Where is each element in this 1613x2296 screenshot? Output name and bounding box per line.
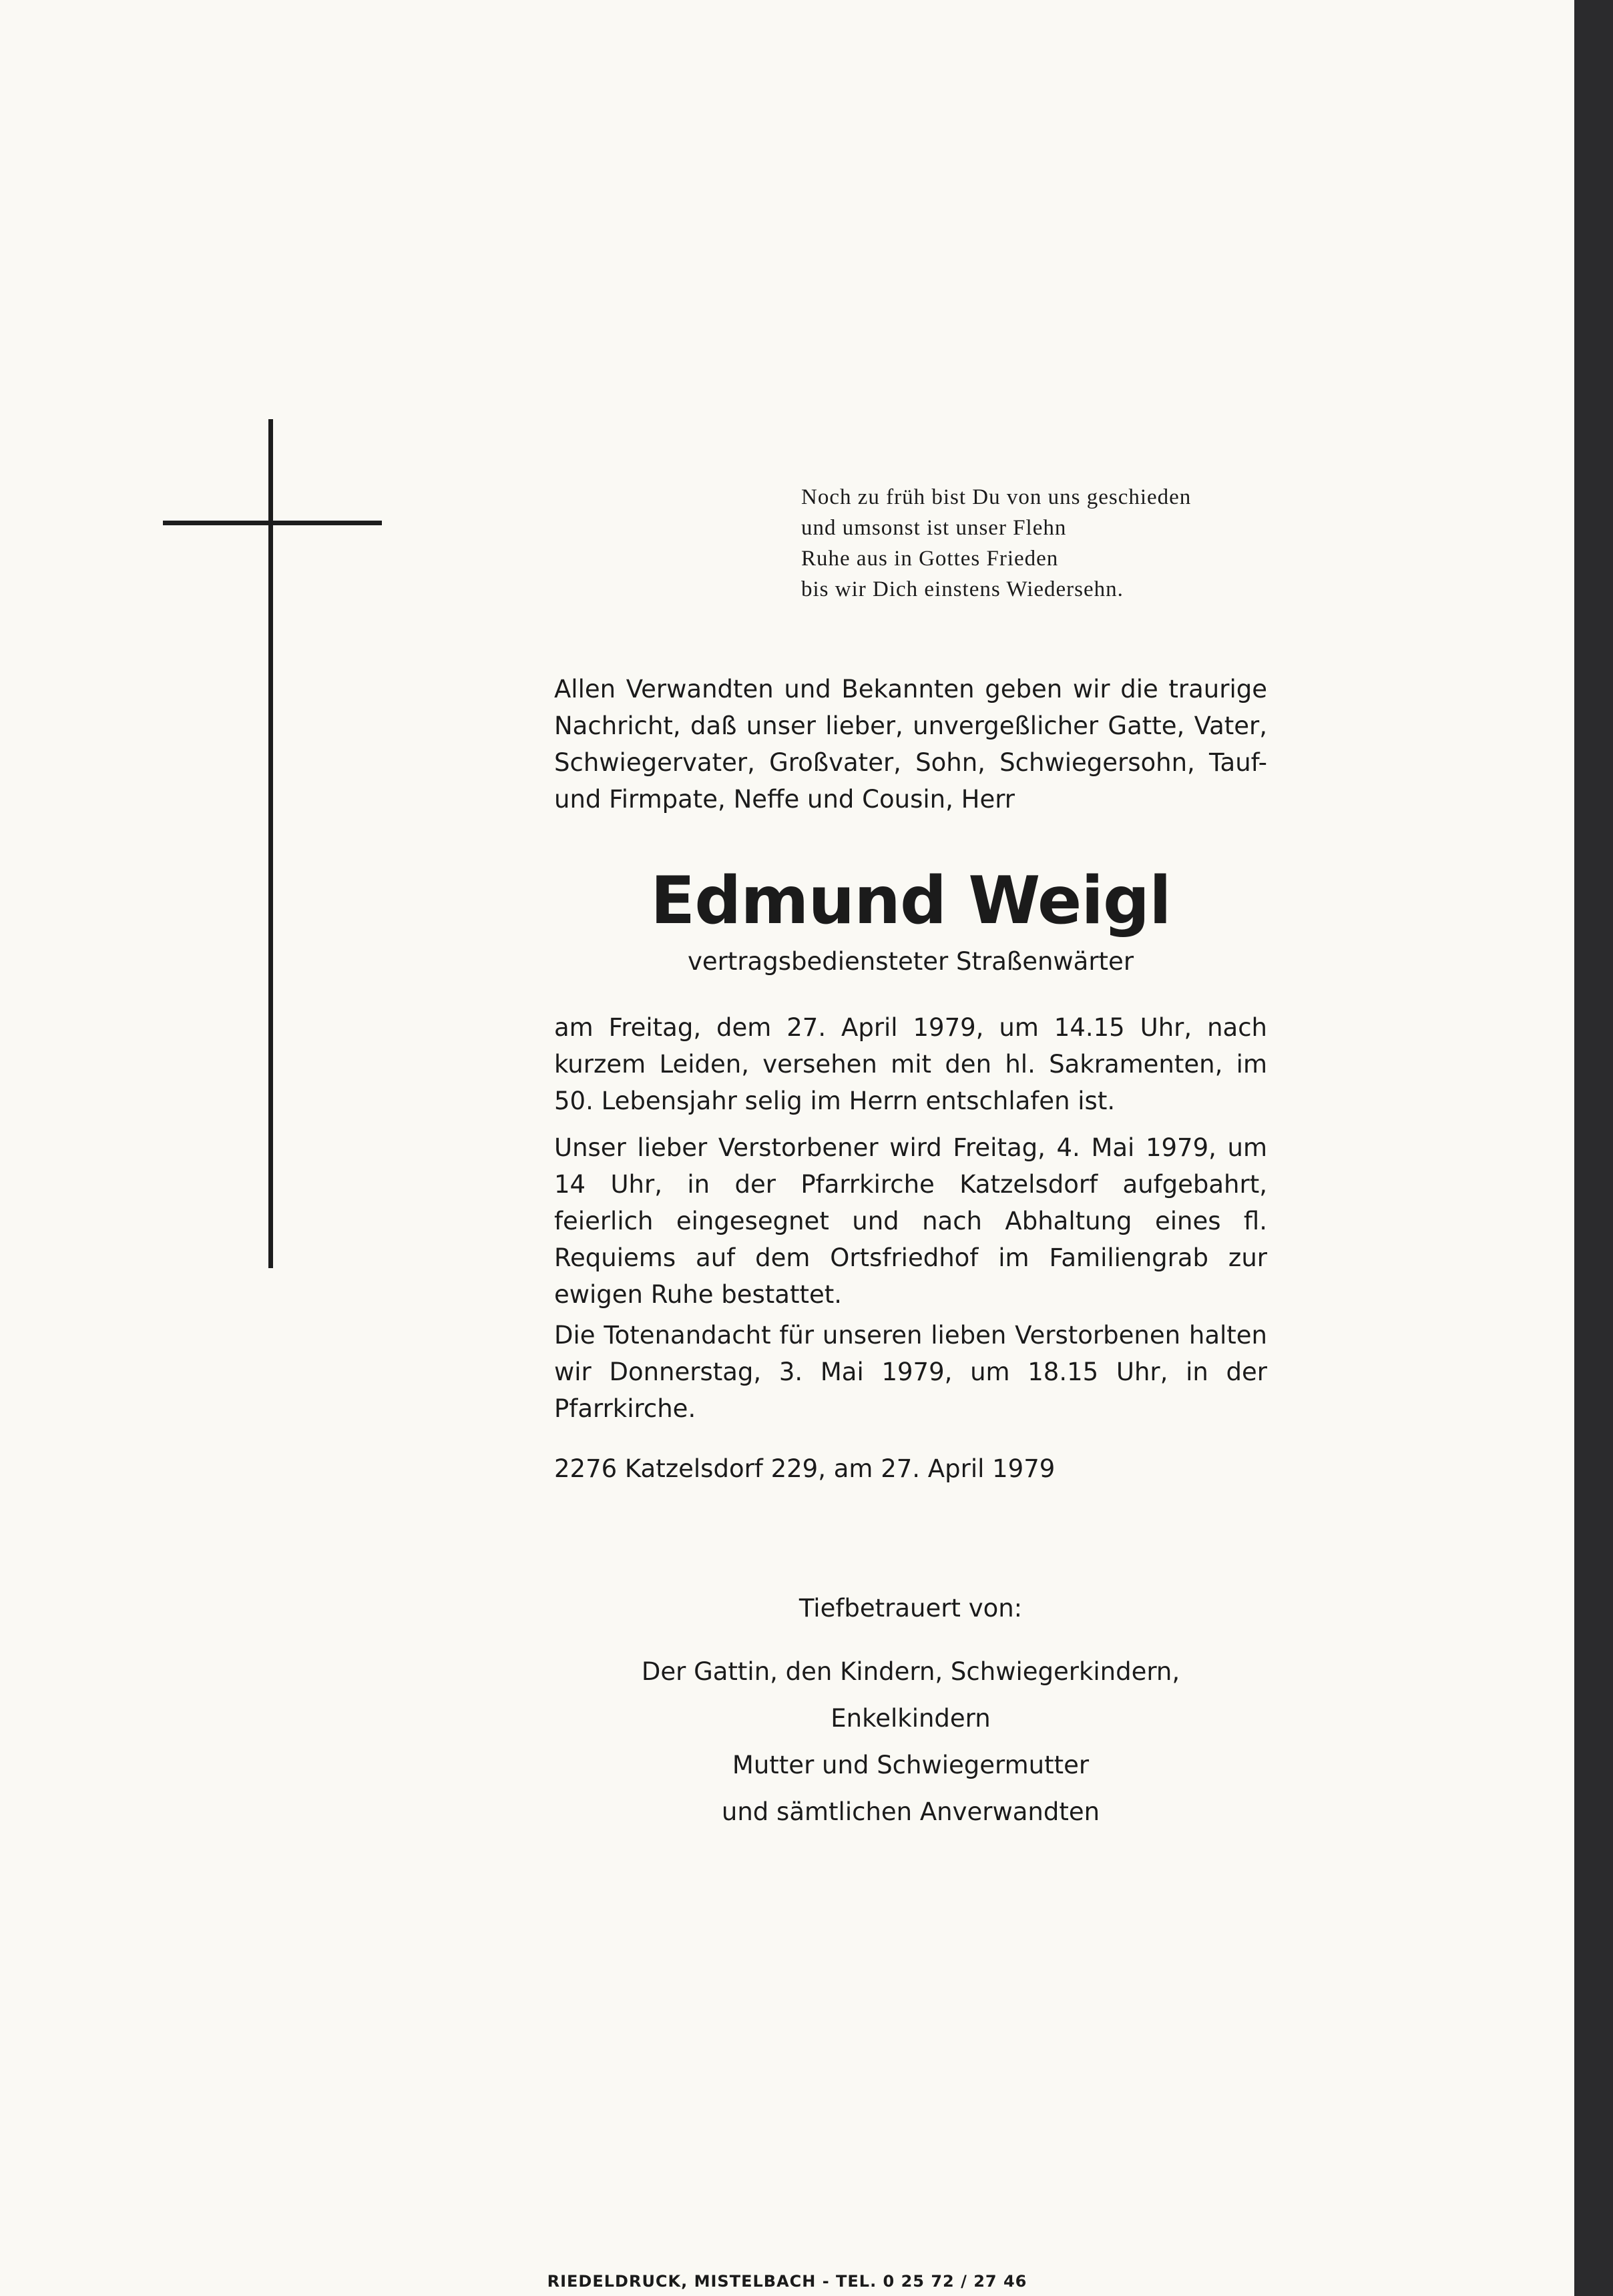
printer-imprint: RIEDELDRUCK, MISTELBACH - TEL. 0 25 72 / 27 46 bbox=[547, 2272, 1027, 2291]
mourners-line: Der Gattin, den Kindern, Schwiegerkindern, bbox=[641, 1657, 1180, 1686]
death-details-paragraph: am Freitag, dem 27. April 1979, um 14.15 Uhr, nach kurzem Leiden, versehen mit den hl. Sakramenten, im 50. Lebensjahr selig im Herrn entschlafen ist. bbox=[554, 1013, 1267, 1115]
poem-line: und umsonst ist unser Flehn bbox=[801, 516, 1067, 540]
deceased-occupation: vertragsbediensteter Straßenwärter bbox=[687, 947, 1134, 976]
poem-line: bis wir Dich einstens Wiedersehn. bbox=[801, 577, 1124, 601]
mourners-section bbox=[554, 1589, 1267, 1835]
poem-line: Noch zu früh bist Du von uns geschieden bbox=[801, 485, 1192, 509]
cross-vertical-bar bbox=[268, 419, 273, 1268]
cross-horizontal-bar bbox=[163, 521, 382, 525]
deceased-name: Edmund Weigl bbox=[650, 863, 1171, 939]
mourners-line: und sämtlichen Anverwandten bbox=[721, 1797, 1100, 1826]
mourners-heading: Tiefbetrauert von: bbox=[798, 1594, 1023, 1623]
funeral-details-paragraph: Unser lieber Verstorbener wird Freitag, 4. Mai 1979, um 14 Uhr, in der Pfarrkirche Katzelsdorf aufgebahrt, feierlich eingesegnet und nach Abhaltung eines fl. Requiems auf dem Ortsfriedhof im Familiengrab zur ewigen Ruhe bestattet. bbox=[554, 1133, 1267, 1309]
mourners-line: Enkelkindern bbox=[831, 1704, 991, 1733]
vigil-details-paragraph: Die Totenandacht für unseren lieben Verstorbenen halten wir Donnerstag, 3. Mai 1979, um 18.15 Uhr, in der Pfarrkirche. bbox=[554, 1321, 1267, 1423]
poem-line: Ruhe aus in Gottes Frieden bbox=[801, 547, 1059, 571]
memorial-poem bbox=[801, 482, 1191, 605]
place-and-date: 2276 Katzelsdorf 229, am 27. April 1979 bbox=[554, 1454, 1056, 1483]
announcement-intro: Allen Verwandten und Bekannten geben wir die traurige Nachricht, daß unser lieber, unvergeßlicher Gatte, Vater, Schwiegervater, Großvater, Sohn, Schwiegersohn, Tauf- und Firmpate, Neffe und Cousin, Herr bbox=[554, 675, 1267, 814]
mourners-line: Mutter und Schwiegermutter bbox=[732, 1751, 1090, 1779]
